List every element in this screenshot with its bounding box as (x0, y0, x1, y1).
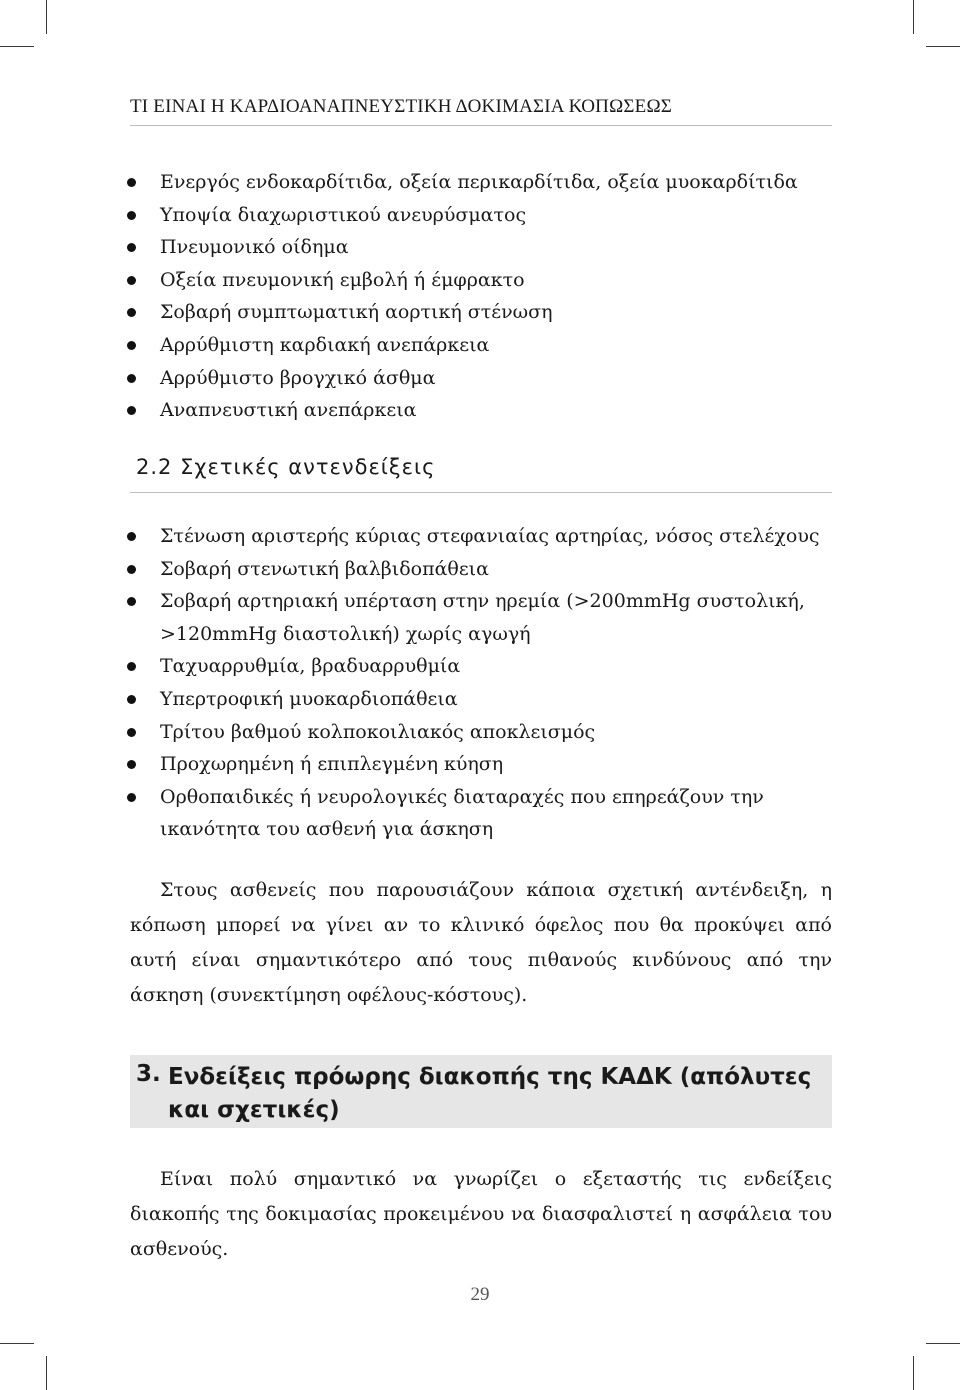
section-number: 3. (136, 1061, 161, 1087)
list-item: Οξεία πνευμονική εμβολή ή έμφρακτο (0, 264, 840, 297)
body-paragraph: Είναι πολύ σημαντικό να γνωρίζει ο εξεταστής τις ενδείξεις διακοπής της δοκιμασίας προκειμένου να διασφαλιστεί η ασφάλεια του ασθενούς. (130, 1168, 832, 1260)
running-head-rule (130, 125, 832, 126)
list-item: Ταχυαρρυθμία, βραδυαρρυθμία (0, 650, 840, 683)
list-item: Αρρύθμιστο βρογχικό άσθμα (0, 362, 840, 395)
bullet-icon (127, 695, 136, 704)
list-item: Προχωρημένη ή επιπλεγμένη κύηση (0, 748, 840, 781)
bullet-icon (127, 793, 136, 802)
bullet-icon (127, 532, 136, 541)
crop-mark (913, 0, 914, 34)
crop-mark (926, 46, 960, 47)
bullet-icon (127, 178, 136, 187)
list-item: Στένωση αριστερής κύριας στεφανιαίας αρτηρίας, νόσος στελέχους (0, 520, 840, 553)
bullet-icon (127, 243, 136, 252)
list-item: Σοβαρή στενωτική βαλβιδοπάθεια (0, 553, 840, 586)
bullet-icon (127, 760, 136, 769)
absolute-contraindications-list (0, 166, 840, 427)
bullet-icon (127, 565, 136, 574)
crop-mark (0, 46, 34, 47)
crop-mark (0, 1343, 34, 1344)
list-item: Υπερτροφική μυοκαρδιοπάθεια (0, 683, 840, 716)
section-heading: 2.2 Σχετικές αντενδείξεις (136, 455, 436, 479)
bullet-icon (127, 406, 136, 415)
page-number: 29 (470, 1284, 490, 1305)
list-item: Σοβαρή συμπτωματική αορτική στένωση (0, 296, 840, 329)
bullet-icon (127, 728, 136, 737)
list-item: Σοβαρή αρτηριακή υπέρταση στην ηρεμία (>200mmHg συστολική, >120mmHg διαστολική) χωρίς αγωγή (0, 585, 840, 650)
list-item: Πνευμονικό οίδημα (0, 231, 840, 264)
list-item: Ορθοπαιδικές ή νευρολογικές διαταραχές που επηρεάζουν την ικανότητα του ασθενή για άσκηση (0, 781, 840, 846)
list-item: Αρρύθμιστη καρδιακή ανεπάρκεια (0, 329, 840, 362)
list-item: Ενεργός ενδοκαρδίτιδα, οξεία περικαρδίτιδα, οξεία μυοκαρδίτιδα (0, 166, 840, 199)
bullet-icon (127, 374, 136, 383)
bullet-icon (127, 211, 136, 220)
bullet-icon (127, 597, 136, 606)
crop-mark (913, 1356, 914, 1390)
crop-mark (46, 0, 47, 34)
bullet-icon (127, 662, 136, 671)
crop-mark (46, 1356, 47, 1390)
section-heading-box (130, 1055, 832, 1128)
bullet-icon (127, 341, 136, 350)
bullet-icon (127, 308, 136, 317)
crop-mark (926, 1343, 960, 1344)
list-item: Τρίτου βαθμού κολποκοιλιακός αποκλεισμός (0, 716, 840, 749)
list-item: Υποψία διαχωριστικού ανευρύσματος (0, 199, 840, 232)
bullet-icon (127, 276, 136, 285)
section-rule (130, 492, 832, 493)
section-title: Ενδείξεις πρόωρης διακοπής της ΚΑΔΚ (απόλυτες και σχετικές) (168, 1064, 812, 1123)
body-paragraph: Στους ασθενείς που παρουσιάζουν κάποια σχετική αντένδειξη, η κόπωση μπορεί να γίνει αν το κλινικό όφελος που θα προκύψει από αυτή είναι σημαντικότερο από τους πιθανούς κινδύνους από την άσκηση (συνεκτίμηση οφέλους-κόστους). (130, 879, 832, 1006)
list-item: Αναπνευστική ανεπάρκεια (0, 394, 840, 427)
relative-contraindications-list (0, 520, 840, 846)
running-head: ΤΙ ΕΙΝΑΙ Η ΚΑΡΔΙΟΑΝΑΠΝΕΥΣΤΙΚΗ ΔΟΚΙΜΑΣΙΑ ΚΟΠΩΣΕΩΣ (130, 96, 673, 117)
